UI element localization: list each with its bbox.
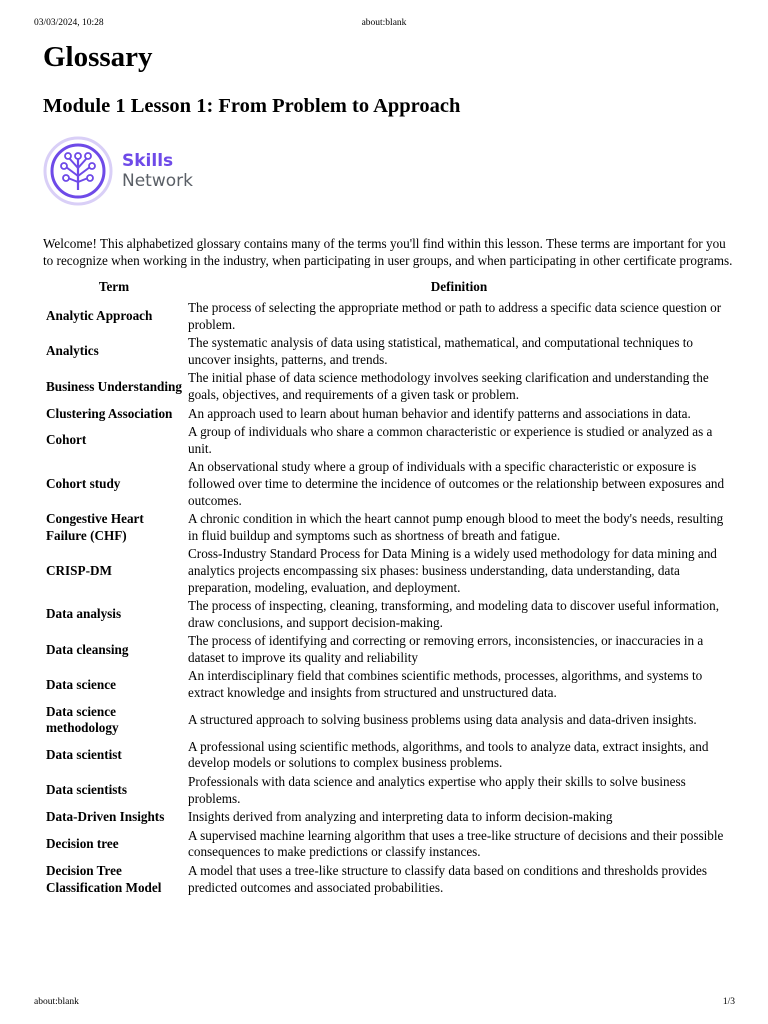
skills-network-logo bbox=[43, 136, 733, 206]
glossary-table bbox=[43, 277, 733, 897]
table-row bbox=[43, 510, 733, 545]
table-row bbox=[43, 862, 733, 897]
term-cell: Data analysis bbox=[46, 606, 122, 622]
term-cell: Data-Driven Insights bbox=[46, 809, 165, 825]
skills-network-wordmark bbox=[122, 151, 193, 191]
term-cell: Business Understanding bbox=[46, 378, 182, 394]
term-cell: Cohort bbox=[46, 432, 87, 448]
definition-cell: The process of selecting the appropriate method or path to address a specific data science question or problem. bbox=[188, 300, 722, 332]
table-row bbox=[43, 808, 733, 827]
table-row bbox=[43, 458, 733, 510]
table-row bbox=[43, 423, 733, 458]
definition-cell: The process of identifying and correcting or removing errors, inconsistencies, or inaccuracies in a dataset to improve its quality and reliability bbox=[188, 633, 704, 665]
definition-cell: The process of inspecting, cleaning, transforming, and modeling data to discover useful information, draw conclusions, and support decision-making. bbox=[188, 598, 720, 630]
definition-cell: A professional using scientific methods, algorithms, and tools to analyze data, extract insights, and develop models or solutions to complex business problems. bbox=[188, 738, 709, 771]
print-url: about:blank bbox=[361, 18, 407, 28]
page-title: Glossary bbox=[43, 41, 153, 73]
definition-cell: A supervised machine learning algorithm that uses a tree-like structure of decisions and their possible consequences to make predictions or classify instances. bbox=[188, 827, 724, 860]
term-cell: Cohort study bbox=[46, 475, 121, 491]
document-body bbox=[43, 38, 733, 897]
print-footer bbox=[0, 996, 768, 1008]
definition-cell: A model that uses a tree-like structure to classify data based on conditions and thresholds provides predicted outcomes and associated probabilities. bbox=[188, 863, 707, 895]
term-column-header: Term bbox=[98, 278, 130, 294]
term-cell: Analytic Approach bbox=[46, 308, 153, 324]
table-row bbox=[43, 299, 733, 334]
term-cell: Data science bbox=[46, 676, 116, 692]
definition-cell: A group of individuals who share a common characteristic or experience is studied or analyzed as a unit. bbox=[188, 424, 713, 456]
term-cell: Data scientists bbox=[46, 782, 127, 798]
print-header bbox=[0, 17, 768, 29]
term-cell: CRISP-DM bbox=[46, 562, 112, 578]
footer-url: about:blank bbox=[34, 997, 79, 1007]
table-row bbox=[43, 597, 733, 632]
definition-cell: The systematic analysis of data using statistical, mathematical, and computational techniques to uncover insights, patterns, and trends. bbox=[188, 335, 694, 367]
definition-cell: A structured approach to solving business problems using data analysis and data-driven insights. bbox=[188, 711, 697, 727]
term-cell: Data science methodology bbox=[46, 703, 119, 736]
definition-cell: An observational study where a group of individuals with a specific characteristic or exposure is followed over time to determine the incidence of outcomes or the relationship between exposures and outcomes. bbox=[188, 459, 725, 508]
lesson-title: Module 1 Lesson 1: From Problem to Approach bbox=[43, 95, 461, 117]
table-row bbox=[43, 738, 733, 773]
table-row bbox=[43, 334, 733, 369]
definition-cell: A chronic condition in which the heart cannot pump enough blood to meet the body's needs, resulting in fluid buildup and symptoms such as shortness of breath and fatigue. bbox=[188, 511, 724, 543]
table-row bbox=[43, 827, 733, 862]
table-row bbox=[43, 667, 733, 702]
term-cell: Analytics bbox=[46, 343, 99, 359]
term-cell: Data cleansing bbox=[46, 641, 129, 657]
definition-cell: An interdisciplinary field that combines scientific methods, processes, algorithms, and systems to extract knowledge and insights from structured and unstructured data. bbox=[188, 668, 703, 701]
term-cell: Congestive Heart Failure (CHF) bbox=[46, 511, 144, 543]
table-row bbox=[43, 773, 733, 808]
logo-line1: Skills bbox=[122, 151, 174, 171]
definition-cell: The initial phase of data science methodology involves seeking clarification and understanding the goals, objectives, and requirements of a given task or problem. bbox=[188, 370, 709, 402]
definition-cell: An approach used to learn about human behavior and identify patterns and associations in data. bbox=[188, 405, 691, 421]
page-number: 1/3 bbox=[722, 997, 735, 1007]
table-row bbox=[43, 405, 733, 424]
skills-network-logo-icon bbox=[43, 136, 113, 206]
definition-cell: Cross-Industry Standard Process for Data Mining is a widely used methodology for data mining and analytics projects encompassing six phases: business understanding, data understanding, data preparation, modeling, evaluation, and deployment. bbox=[188, 546, 717, 595]
table-row bbox=[43, 369, 733, 404]
logo-line2: Network bbox=[122, 171, 193, 191]
print-datetime: 03/03/2024, 10:28 bbox=[34, 18, 104, 28]
glossary-header-row bbox=[43, 277, 733, 299]
definition-cell: Insights derived from analyzing and interpreting data to inform decision-making bbox=[188, 809, 613, 825]
table-row bbox=[43, 632, 733, 667]
definition-cell: Professionals with data science and analytics expertise who apply their skills to solve business problems. bbox=[188, 774, 686, 806]
term-cell: Decision Tree Classification Model bbox=[46, 863, 162, 895]
term-cell: Decision tree bbox=[46, 836, 119, 852]
table-row bbox=[43, 703, 733, 738]
intro-paragraph: Welcome! This alphabetized glossary contains many of the terms you'll find within this lesson. These terms are important for you to recognize when working in the industry, when participating in user groups, and when participating in other certificate programs. bbox=[43, 236, 733, 268]
term-cell: Data scientist bbox=[46, 747, 122, 763]
definition-column-header: Definition bbox=[430, 278, 488, 294]
table-row bbox=[43, 545, 733, 597]
term-cell: Clustering Association bbox=[46, 405, 173, 421]
